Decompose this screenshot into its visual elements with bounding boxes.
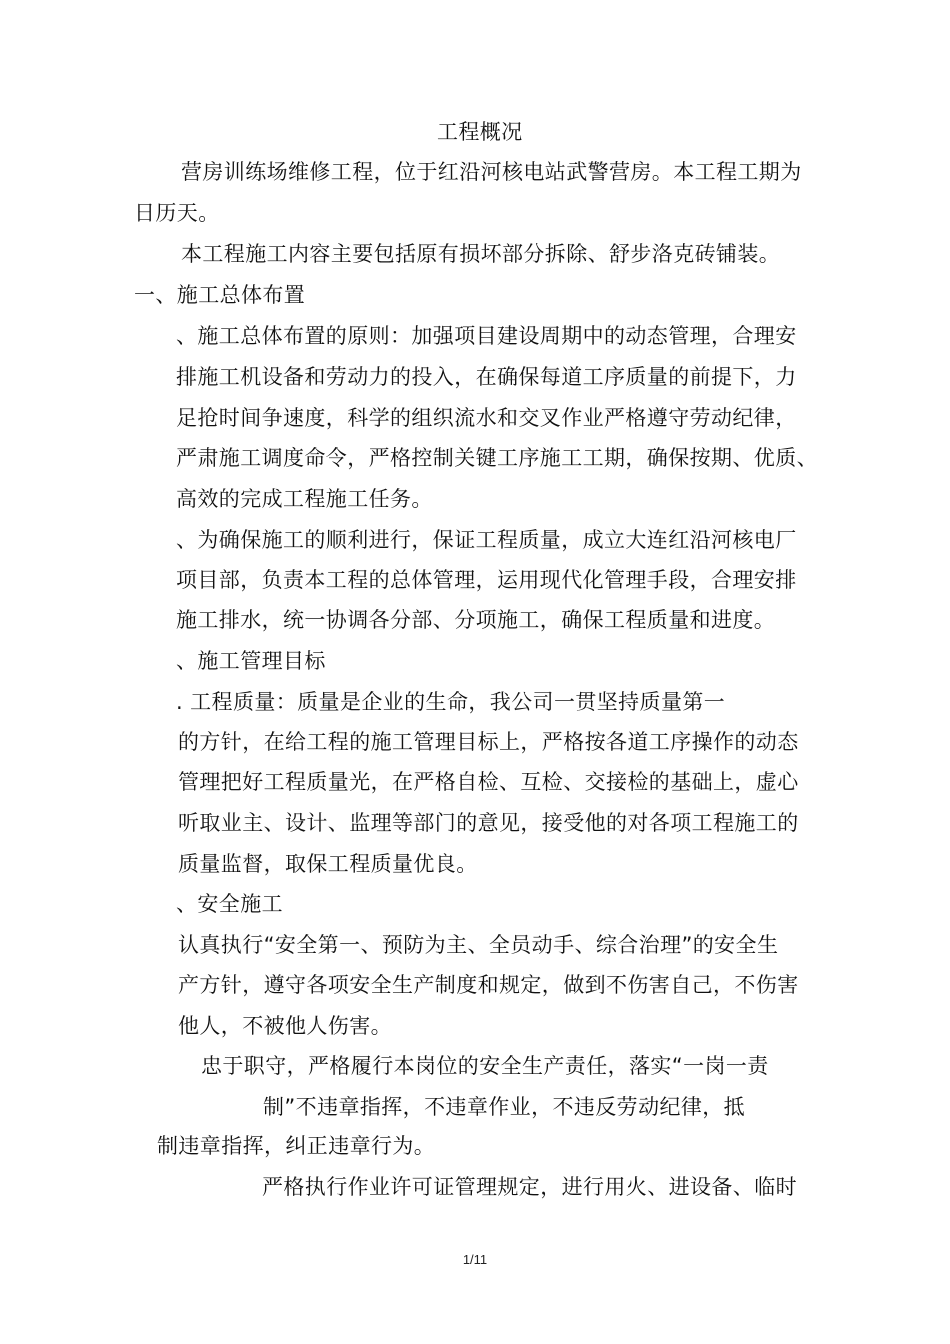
- text-line-1: 营房训练场维修工程，位于红沿河核电站武警营房。本工程工期为: [181, 160, 802, 184]
- text-line-12: 施工排水，统一协调各分部、分项施工，确保工程质量和进度。: [176, 608, 776, 632]
- page-number: 1/11: [462, 1252, 488, 1267]
- text-line-15: 的方针，在给工程的施工管理目标上，严格按各道工序操作的动态: [178, 730, 799, 754]
- text-line-23: 忠于职守，严格履行本岗位的安全生产责任，落实“一岗一责: [201, 1054, 769, 1078]
- text-line-7: 足抢时间争速度，科学的组织流水和交叉作业严格遵守劳动纪律，: [176, 406, 797, 430]
- text-line-21: 产方针，遵守各项安全生产制度和规定，做到不伤害自己，不伤害: [178, 973, 799, 997]
- subsection-heading-safety: 、安全施工: [176, 892, 283, 916]
- text-line-26: 严格执行作业许可证管理规定，进行用火、进设备、临时: [262, 1175, 797, 1199]
- text-line-20: 认真执行“安全第一、预防为主、全员动手、综合治理”的安全生: [178, 933, 779, 957]
- text-line-16: 管理把好工程质量光，在严格自检、互检、交接检的基础上，虚心: [178, 770, 799, 794]
- text-line-11: 项目部，负责本工程的总体管理，运用现代化管理手段，合理安排: [176, 568, 797, 592]
- document-title: 工程概况: [437, 120, 523, 144]
- text-line-2: 日历天。: [134, 201, 220, 225]
- text-line-25: 制违章指挥，纠正违章行为。: [157, 1134, 436, 1158]
- text-line-9: 高效的完成工程施工任务。: [176, 487, 433, 511]
- text-line-8: 严肃施工调度命令，严格控制关键工序施工工期，确保按期、优质、: [176, 446, 818, 470]
- text-line-17: 听取业主、设计、监理等部门的意见，接受他的对各项工程施工的: [178, 811, 799, 835]
- text-line-18: 质量监督，取保工程质量优良。: [178, 852, 478, 876]
- text-line-24: 制”不违章指挥，不违章作业，不违反劳动纪律，抵: [263, 1095, 746, 1119]
- subsection-heading-management-goals: 、施工管理目标: [176, 649, 326, 673]
- text-line-3: 本工程施工内容主要包括原有损坏部分拆除、舒步洛克砖铺装。: [181, 242, 781, 266]
- text-line-10: 、为确保施工的顺利进行，保证工程质量，成立大连红沿河核电厂: [176, 528, 797, 552]
- text-line-14: . 工程质量：质量是企业的生命，我公司一贯坚持质量第一: [176, 690, 726, 714]
- text-line-6: 排施工机设备和劳动力的投入，在确保每道工序质量的前提下，力: [176, 365, 797, 389]
- section-heading-1: 一、施工总体布置: [134, 283, 306, 307]
- text-line-5: 、施工总体布置的原则：加强项目建设周期中的动态管理，合理安: [176, 324, 797, 348]
- text-line-22: 他人，不被他人伤害。: [178, 1014, 392, 1038]
